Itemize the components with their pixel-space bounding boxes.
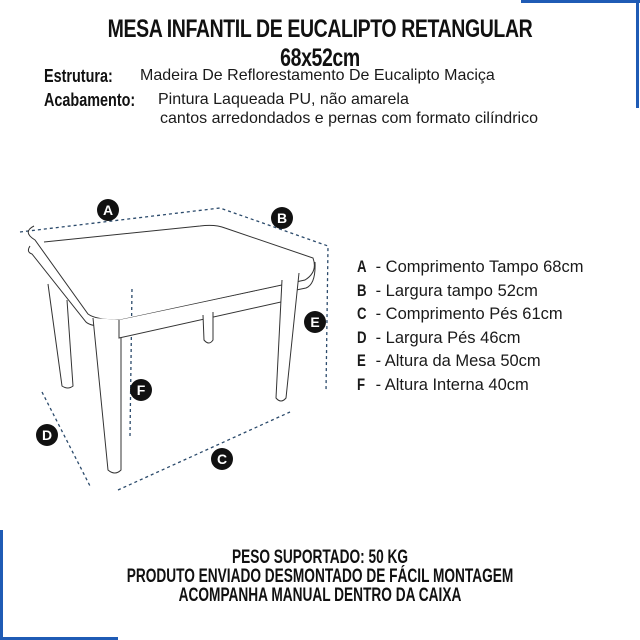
spec-label: Acabamento: [44, 90, 136, 110]
marker-c [211, 448, 233, 470]
legend-item-e: E - Altura da Mesa 50cm [357, 352, 541, 370]
footer-manual: ACOMPANHA MANUAL DENTRO DA CAIXA [178, 585, 462, 606]
spec-estrutura [44, 66, 495, 87]
marker-f [130, 379, 152, 401]
spec-value-line1: Pintura Laqueada PU, não amarela [158, 91, 409, 108]
marker-a-label: A [102, 202, 114, 218]
legend-item-f: F - Altura Interna 40cm [357, 375, 529, 394]
marker-b-label: B [276, 210, 288, 226]
marker-e [304, 311, 326, 333]
marker-a [97, 199, 119, 221]
legend-item-c: C - Comprimento Pés 61cm [357, 305, 563, 323]
spec-value: Madeira De Reflorestamento De Eucalipto Maciça [140, 67, 495, 84]
legend-item-a: A - Comprimento Tampo 68cm [357, 258, 584, 276]
table-drawing [28, 225, 315, 473]
marker-b [271, 207, 293, 229]
marker-d [36, 424, 58, 446]
spec-label: Estrutura: [44, 66, 113, 86]
marker-f-label: F [136, 382, 146, 398]
page-title: MESA INFANTIL DE EUCALIPTO RETANGULAR 68x52cm [107, 15, 533, 72]
right-accent-line [636, 0, 639, 108]
dimensions-legend [357, 258, 583, 399]
footer-info [0, 548, 640, 605]
footer-assembly: PRODUTO ENVIADO DESMONTADO DE FÁCIL MONTAGEM [126, 566, 514, 587]
top-accent-line [521, 0, 640, 3]
legend-item-d: D - Largura Pés 46cm [357, 328, 521, 347]
spec-value-line2: cantos arredondados e pernas com formato cilíndrico [160, 110, 538, 127]
table-diagram [0, 180, 340, 500]
marker-c-label: C [216, 451, 228, 467]
spec-acabamento [44, 90, 538, 127]
marker-e-label: E [310, 314, 320, 330]
marker-d-label: D [41, 427, 53, 443]
footer-weight: PESO SUPORTADO: 50 KG [231, 547, 409, 568]
legend-item-b: B - Largura tampo 52cm [357, 281, 538, 300]
